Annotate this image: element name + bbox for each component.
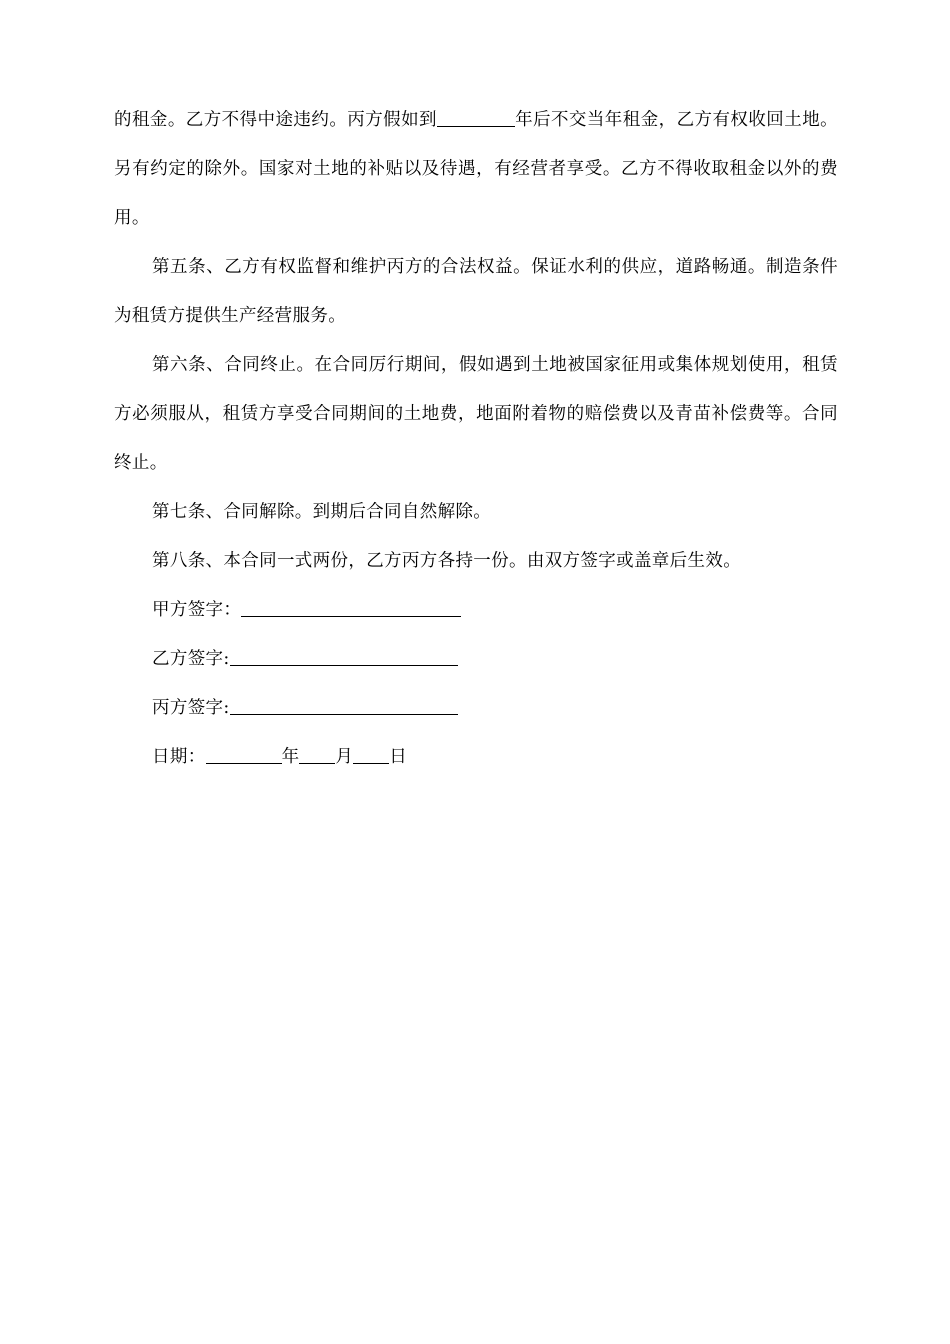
signature-party-b — [114, 635, 838, 684]
date-year-blank — [206, 745, 282, 764]
document-body — [114, 96, 838, 782]
signature-party-b-blank — [230, 647, 458, 666]
date-day-blank — [353, 745, 389, 764]
date-month-label: 月 — [335, 747, 354, 767]
article-7: 第七条、合同解除。到期后合同自然解除。 — [152, 502, 492, 522]
date-month-blank — [299, 745, 335, 764]
date-line — [114, 733, 838, 782]
signature-party-c — [114, 684, 838, 733]
signature-party-a — [114, 586, 838, 635]
article-8: 第八条、本合同一式两份，乙方丙方各持一份。由双方签字或盖章后生效。 — [152, 551, 742, 571]
rent-terms-text-2: 年后不交当年租金，乙方有权收回土地。另有约定的除外。国家对土地的补贴以及待遇，有经营者享受。乙方不得收取租金以外的费用。 — [114, 110, 838, 228]
date-day-label: 日 — [389, 747, 408, 767]
signature-party-c-blank — [230, 696, 458, 715]
signature-party-a-label: 甲方签字： — [152, 600, 242, 620]
date-year-label: 年 — [281, 747, 300, 767]
year-blank — [437, 108, 515, 127]
article-6: 第六条、合同终止。在合同厉行期间，假如遇到土地被国家征用或集体规划使用，租赁方必须服从，租赁方享受合同期间的土地费，地面附着物的赔偿费以及青苗补偿费等。合同终止。 — [114, 355, 838, 473]
signature-party-a-blank — [241, 598, 461, 617]
article-5: 第五条、乙方有权监督和维护丙方的合法权益。保证水利的供应，道路畅通。制造条件为租赁方提供生产经营服务。 — [114, 257, 838, 326]
signature-party-b-label: 乙方签字: — [152, 649, 230, 669]
date-label: 日期： — [152, 747, 206, 767]
paragraph-rent-terms — [114, 96, 838, 243]
signature-party-c-label: 丙方签字: — [152, 698, 230, 718]
rent-terms-text-1: 的租金。乙方不得中途违约。丙方假如到 — [114, 110, 437, 130]
